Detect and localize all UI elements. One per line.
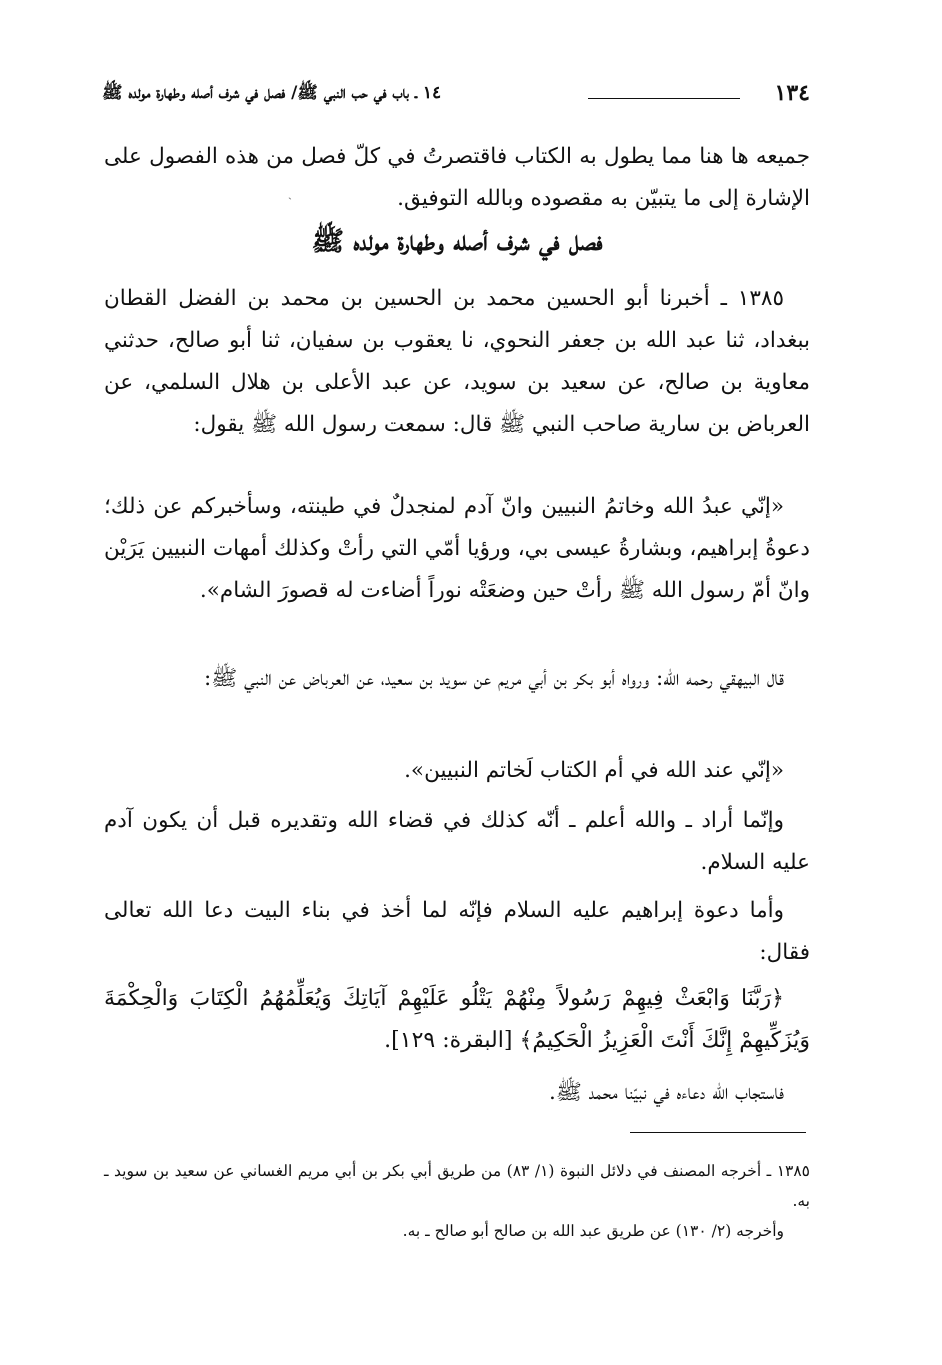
page-number: ١٣٤: [774, 80, 810, 106]
quran-passage: [104, 978, 810, 1062]
ibrahim-paragraph: وأما دعوة إبراهيم عليه السلام فإنّه لما أخذ في بناء البيت دعا الله تعالى فقال:: [104, 898, 810, 965]
page-header: [102, 78, 810, 112]
explanation-paragraph: وإنّما أراد ـ والله أعلم ـ أنّه كذلك في قضاء الله وتقديره قبل أن يكون آدم عليه السلام.: [104, 808, 810, 875]
bayhaqi-note: قال البيهقي رحمه الله: ورواه أبو بكر بن أبي مريم عن سويد بن سعيد، عن العرباض عن النبي ﷺ:: [204, 666, 784, 691]
stray-mark: ˏ: [288, 186, 292, 200]
footnote-1: ١٣٨٥ ـ أخرجه المصنف في دلائل النبوة (١/ ٨٣) من طريق أبي بكر بن أبي مريم الغساني عن سعيد بن سويد ـ به.: [104, 1162, 810, 1210]
quote-khatam: «إنّي عند الله في أم الكتاب لَخاتم النبيين».: [404, 758, 784, 783]
hadith-isnad: ١٣٨٥ ـ أخبرنا أبو الحسين محمد بن الحسين بن محمد بن الفضل القطان ببغداد، ثنا عبد الله بن جعفر النحوي، نا يعقوب بن سفيان، ثنا أبو صالح، حدثني معاوية بن صالح، عن سعيد بن سويد، عن عبد الأعلى بن هلال السلمي، عن العرباض بن سارية صاحب النبي ﷺ قال: سمعت رسول الله ﷺ يقول:: [104, 286, 810, 437]
hadith-matn: «إنّي عبدُ الله وخاتمُ النبيين وانّ آدم لمنجدلٌ في طينته، وسأخبركم عن ذلك؛ دعوةُ إبراهيم، وبشارةُ عيسى بي، ورؤيا أمّي التي رأتْ وكذلك أمهات النبيين يَرَيْن وانّ أمّ رسول الله ﷺ رأتْ حين وضعَتْه نوراً أضاءت له قصورَ الشام».: [104, 494, 810, 603]
quran-reference: [البقرة: ١٢٩].: [384, 1028, 513, 1053]
closing-line: فاستجاب الله دعاءه في نبيّنا محمد ﷺ.: [549, 1080, 784, 1105]
intro-paragraph: جميعه ها هنا مما يطول به الكتاب فاقتصرتُ في كلّ فصل من هذه الفصول على الإشارة إلى ما يتبيّن به مقصوده وبالله التوفيق.: [104, 144, 810, 211]
quran-verse: ﴿رَبَّنَا وَابْعَثْ فِيهِمْ رَسُولاً مِنْهُمْ يَتْلُو عَلَيْهِمْ آيَاتِكَ وَيُعَلِّمُهُمُ الْكِتَابَ وَالْحِكْمَةَ وَيُزَكِّيهِمْ إِنَّكَ أَنْتَ الْعَزِيزُ الْحَكِيمُ﴾: [104, 986, 810, 1053]
footnote-rule: [630, 1132, 806, 1133]
footnote-2: وأخرجه (٢/ ١٣٠) عن طريق عبد الله بن صالح أبو صالح ـ به.: [402, 1222, 784, 1240]
section-title: فصل في شرف أصله وطهارة مولده ﷺ: [311, 226, 603, 257]
header-rule: [588, 98, 740, 99]
running-head: ١٤ ـ باب في حب النبي ﷺ/ فصل في شرف أصله وطهارة مولده ﷺ: [102, 83, 442, 103]
